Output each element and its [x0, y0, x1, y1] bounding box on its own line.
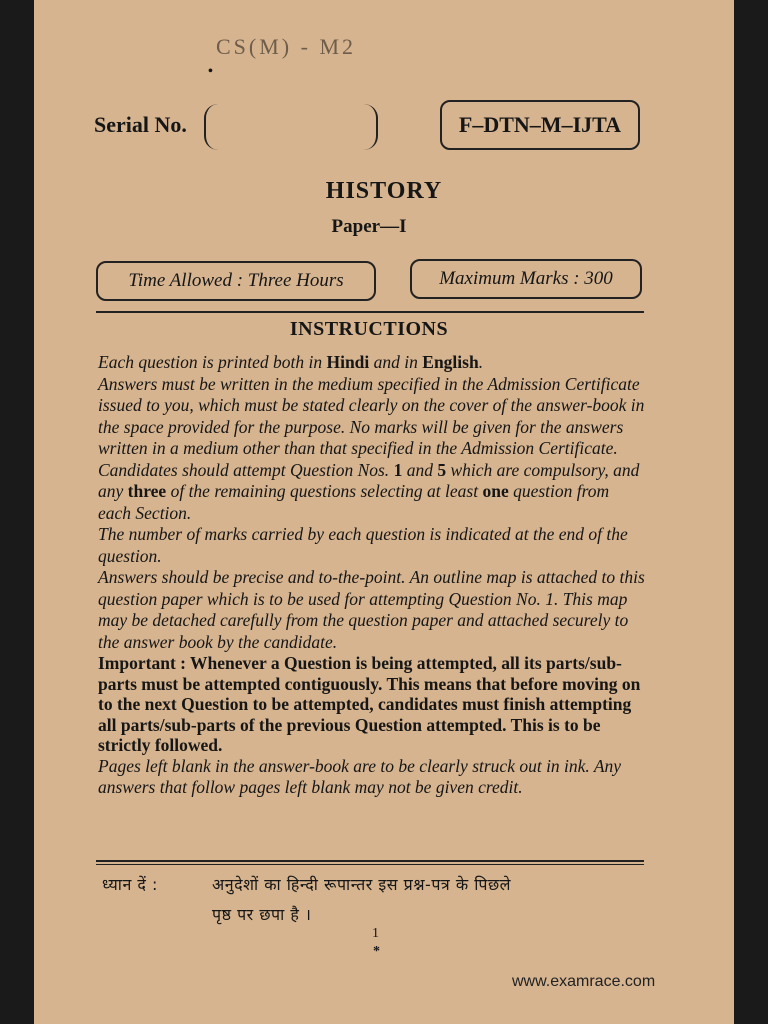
star-mark: *: [373, 944, 380, 959]
hindi-note-line2: पृष्ठ पर छपा है ।: [212, 905, 312, 924]
divider-bottom: [96, 860, 644, 862]
divider-bottom-thin: [96, 864, 644, 865]
divider-top: [96, 311, 644, 313]
time-allowed: Time Allowed : Three Hours: [128, 270, 344, 291]
serial-number-label: Serial No.: [94, 112, 187, 137]
footer-url: www.examrace.com: [512, 973, 656, 990]
paper-code-box: [440, 100, 640, 150]
exam-code-stamp: CS(M) - M2: [216, 34, 357, 59]
paper-code: F–DTN–M–IJTA: [458, 112, 622, 137]
instruction-map: Answers should be precise and to-the-point. An outline map is attached to this question paper which is to be used for attempting Question No. 1. This map may be detached carefully from the question paper and attached securely to the answer book by the candidate.: [98, 567, 645, 652]
time-allowed-box: [96, 261, 376, 301]
maximum-marks: Maximum Marks : 300: [439, 268, 613, 289]
hindi-note: [102, 870, 662, 930]
serial-number-box: [204, 104, 378, 150]
page-number: 1: [372, 926, 379, 941]
instruction-language: Each question is printed both in Hindi and in English.: [98, 352, 484, 372]
instructions-heading: INSTRUCTIONS: [289, 318, 449, 340]
instructions-body: [98, 352, 646, 799]
ink-mark: •: [208, 64, 213, 79]
instruction-medium: Answers must be written in the medium specified in the Admission Certificate issued to you, which must be stated clearly on the cover of the answer-book in the space provided for the purpose. No marks will be given for the answers written in a medium other than that specified in the Admission Certificate.: [98, 373, 645, 458]
instruction-blank-pages: Pages left blank in the answer-book are to be clearly struck out in ink. Any answers that follow pages left blank may not be given credit.: [98, 755, 622, 797]
paper-title: Paper—I: [331, 216, 407, 237]
instruction-questions: Candidates should attempt Question Nos. 1 and 5 which are compulsory, and any three of the remaining questions selecting at least one question from each Section.: [98, 459, 640, 523]
subject-title: HISTORY: [325, 178, 443, 204]
hindi-note-line1: अनुदेशों का हिन्दी रूपान्तर इस प्रश्न-पत्र के पिछले: [212, 875, 512, 894]
instruction-marks: The number of marks carried by each question is indicated at the end of the question.: [98, 524, 628, 566]
maximum-marks-box: [410, 259, 642, 299]
hindi-note-label: ध्यान दें :: [102, 875, 158, 894]
instruction-important: Important : Whenever a Question is being attempted, all its parts/sub-parts must be attempted contiguously. This means that before moving on to the next Question to be attempted, candidates must finish attempting all parts/sub-parts of the previous Question attempted. This is to be strictly followed.: [98, 653, 641, 755]
